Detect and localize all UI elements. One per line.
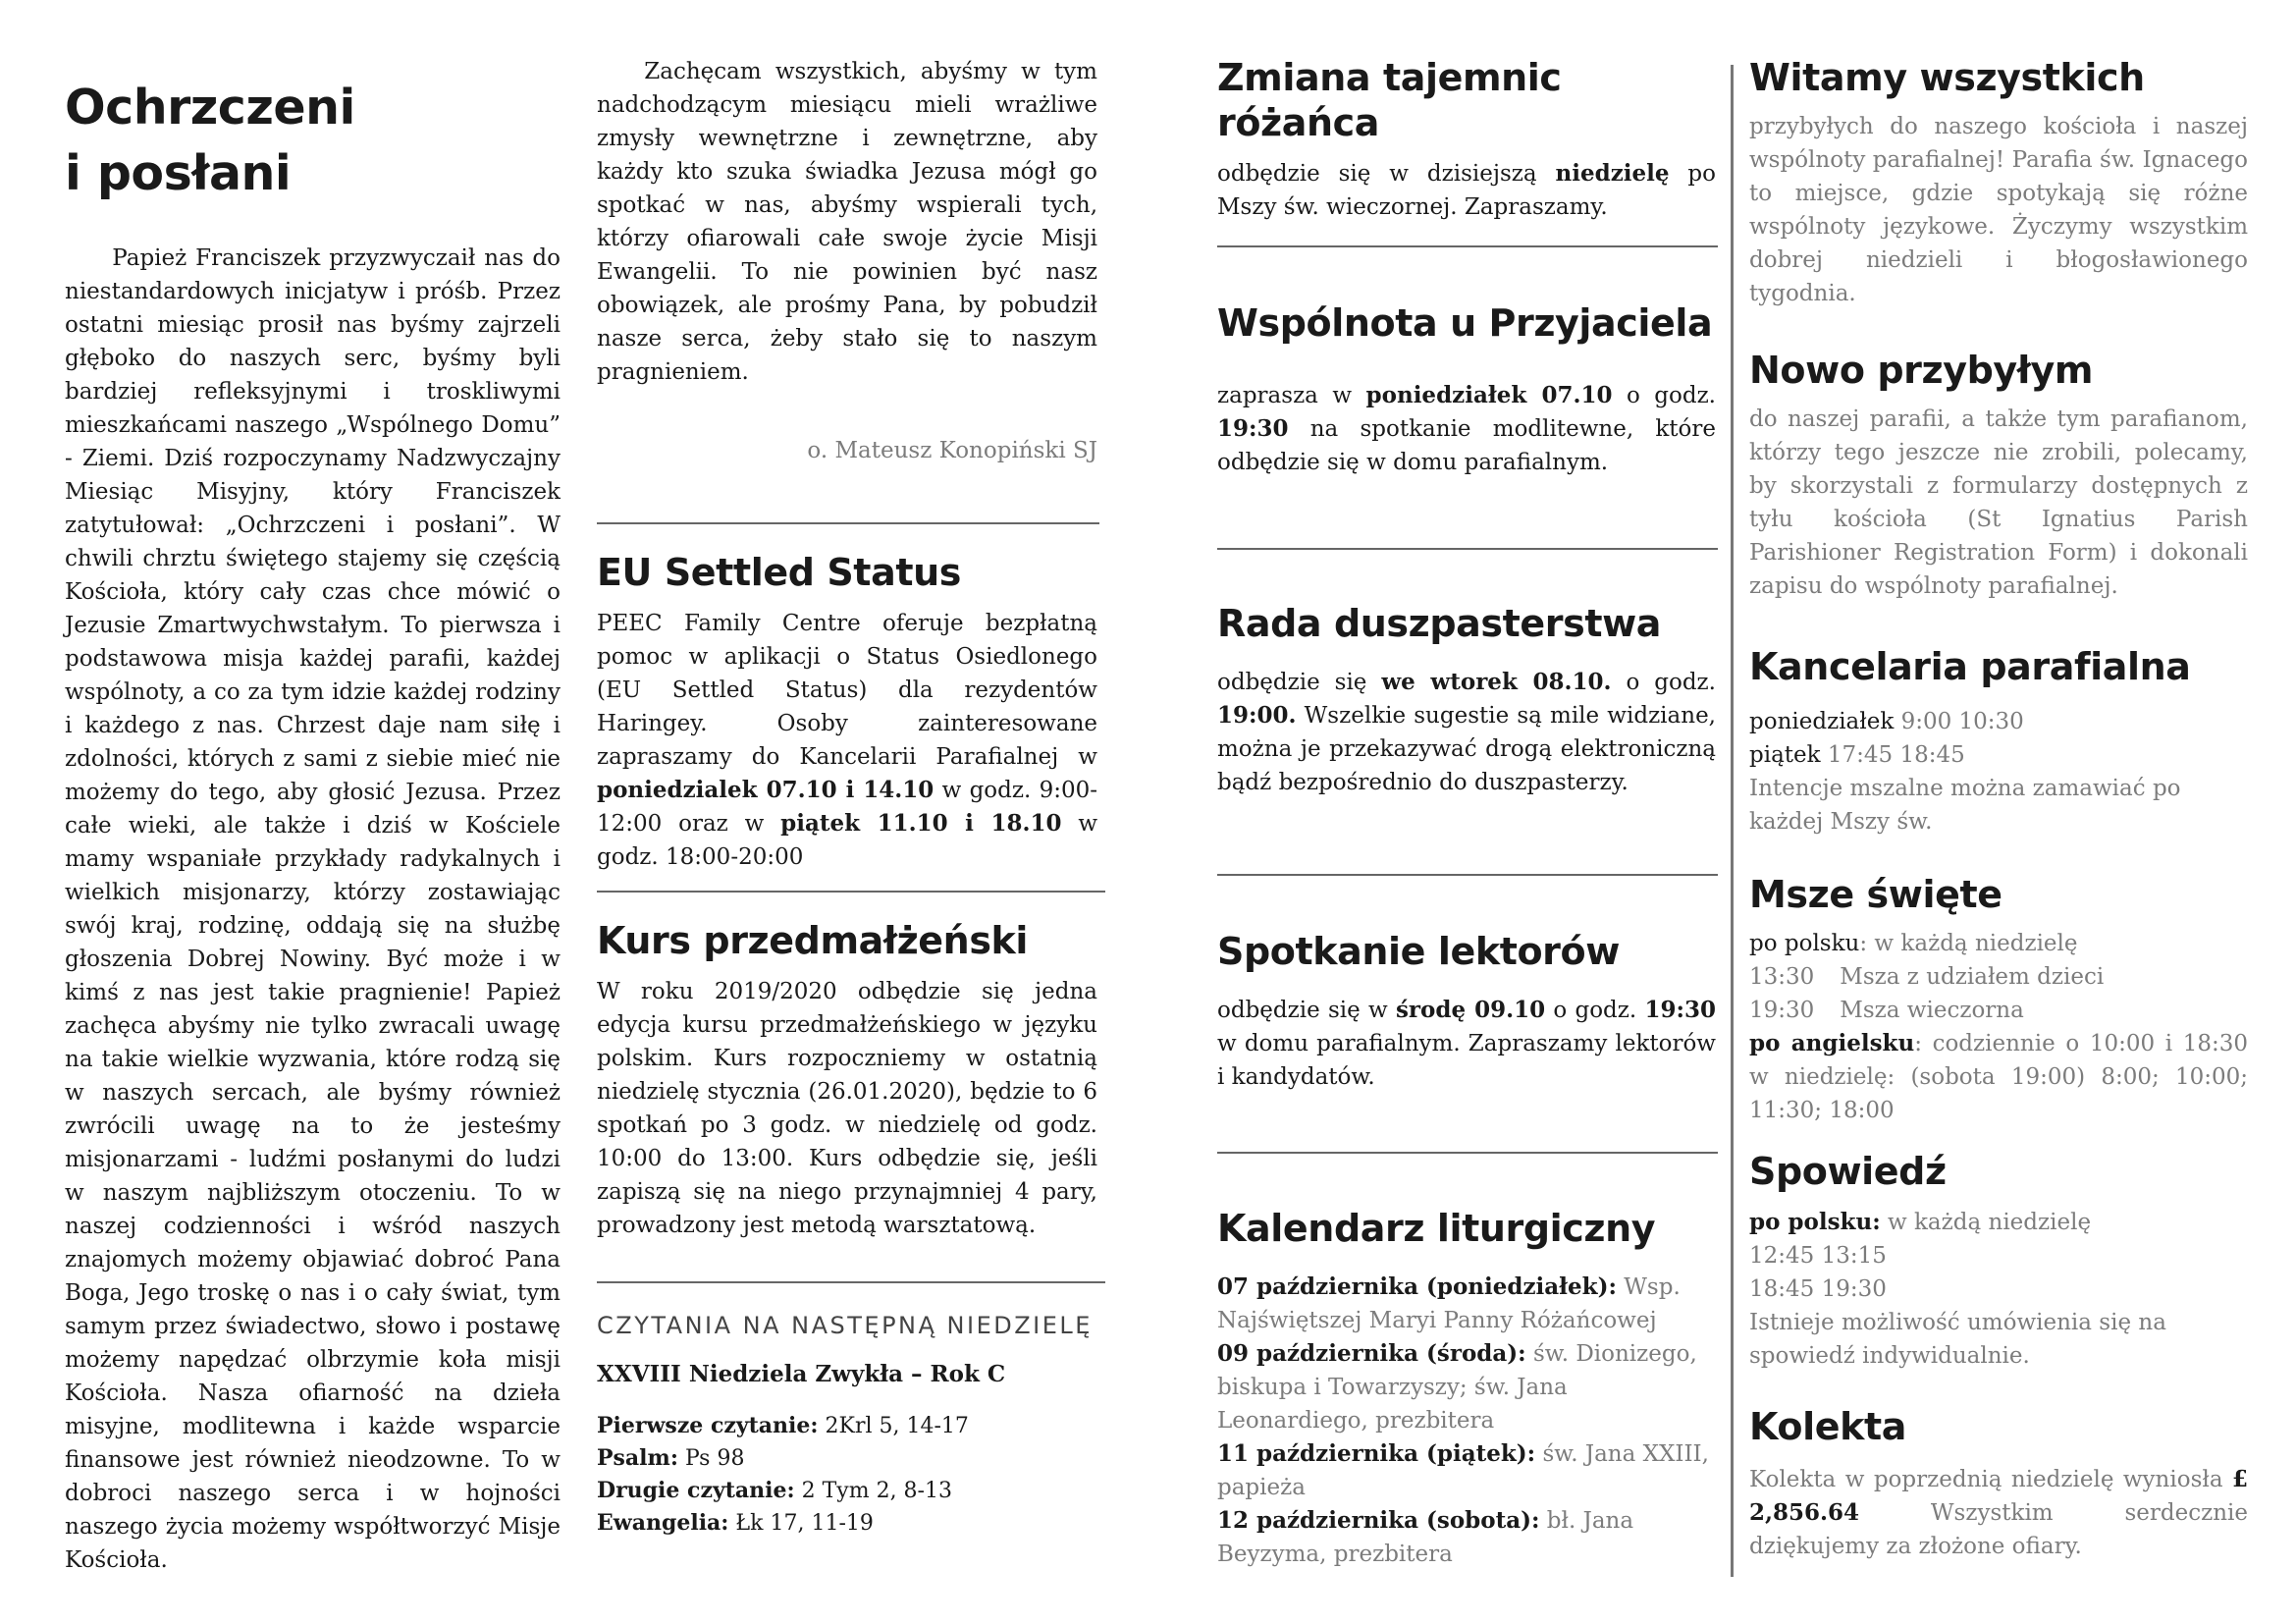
witamy-text: przybyłych do naszego kościoła i naszej wspólnoty parafialnej! Parafia św. Ignacego to miejsce, gdzie spotykają się różne wspólnoty językowe. Życzymy wszystkim dobrej niedzieli i błogosławionego tygodnia. [1749,114,2248,306]
divider [1217,1152,1718,1154]
office-hours-row: piątek 17:45 18:45 [1749,742,1965,768]
witamy-title: Witamy wszystkich [1749,56,2145,99]
reading-item: Drugie czytanie: 2 Tym 2, 8-13 [597,1478,952,1503]
article-title-line-1: Ochrzczeni [65,80,355,135]
confession-time: 18:45 19:30 [1749,1276,1887,1302]
divider [597,1281,1105,1283]
kolekta-text: Kolekta w poprzednią niedzielę wyniosła £ 2,856.64 Wszystkim serdecznie dziękujemy za złożone ofiary. [1749,1466,2248,1559]
mass-row: 19:30 Msza wieczorna [1749,998,2024,1023]
readings-section [597,1312,1097,1540]
reading-item: Pierwsze czytanie: 2Krl 5, 14-17 [597,1413,969,1438]
kolekta-title: Kolekta [1749,1405,1906,1448]
article-signature: o. Mateusz Konopiński SJ [807,438,1097,463]
msze-title: Msze święte [1749,873,2002,916]
msze-schedule [1749,927,2248,1127]
divider [1217,245,1718,247]
kurs-text: W roku 2019/2020 odbędzie się jedna edycja kursu przedmałżeńskiego w języku polskim. Kurs rozpoczniemy w ostatnią niedzielę stycznia (26.01.2020), będzie to 6 spotkań po 3 godz. w niedzielę od godz. 10:00 do 13:00. Kurs odbędzie się, jeśli zapiszą się na niego przynajmniej 4 pary, prowadzony jest metodą warsztatową. [597,979,1097,1238]
spowiedz-schedule [1749,1206,2248,1373]
eu-settled-text: PEEC Family Centre oferuje bezpłatną pomoc w aplikacji o Status Osiedlonego (EU Settled Status) dla rezydentów Haringey. Osoby zainteresowane zapraszamy do Kancelarii Parafialnej w poniedzialek 07.10 i 14.10 w godz. 9:00-12:00 oraz w piątek 11.10 i 18.10 w godz. 18:00-20:00 [597,611,1098,870]
mass-english: po angielsku: codziennie o 10:00 i 18:30 w niedzielę: (sobota 19:00) 8:00; 10:00; 11:30; 18:00 [1749,1030,2249,1123]
kancelaria-hours [1749,705,2248,839]
divider [597,522,1099,524]
vertical-divider [1731,65,1734,1577]
confession-time: 12:45 13:15 [1749,1243,1887,1269]
article-continuation: Zachęcam wszystkich, abyśmy w tym nadchodzącym miesiącu mieli wrażliwe zmysły wewnętrzne i zewnętrzne, aby każdy kto szuka świadka Jezusa mógł go spotkać w nas, abyśmy wspierali tych, którzy ofiarowali całe swoje życie Misji Ewangelii. To nie powinien być nasz obowiązek, ale prośmy Pana, by pobudził nasze serca, żeby stało się to naszym pragnieniem. [597,59,1097,385]
witamy-section [1749,55,2248,310]
wspolnota-text: zaprasza w poniedziałek 07.10 o godz. 19:30 na spotkanie modlitewne, które odbędzie się w domu parafialnym. [1217,382,1716,475]
calendar-entry: 12 października (sobota): bł. Jana Beyzyma, prezbitera [1217,1507,1634,1567]
divider [1217,548,1718,550]
nowo-title: Nowo przybyłym [1749,349,2094,392]
rada-section [1217,601,1716,799]
lektorzy-title: Spotkanie lektorów [1217,930,1620,973]
readings-sunday: XXVIII Niedziela Zwykła – Rok C [597,1361,1006,1387]
msze-section [1749,872,2248,1127]
kurs-section [597,918,1097,1242]
divider [1217,874,1718,876]
kalendarz-section [1217,1206,1716,1571]
readings-list [597,1410,1097,1540]
spowiedz-title: Spowiedź [1749,1150,1947,1193]
kolekta-section [1749,1404,2248,1563]
mass-polish-label: po polsku: w każdą niedzielę [1749,931,2078,956]
rada-text: odbędzie się we wtorek 08.10. o godz. 19:00. Wszelkie sugestie są mile widziane, można je przekazywać drogą elektroniczną bądź bezpośrednio do duszpasterzy. [1217,669,1716,795]
mass-row: 13:30 Msza z udziałem dzieci [1749,964,2105,990]
kalendarz-title: Kalendarz liturgiczny [1217,1207,1656,1250]
article-body: Papież Franciszek przyzwyczaił nas do niestandardowych inicjatyw i próśb. Przez ostatni miesiąc prosił nas byśmy zajrzeli głęboko do naszych serc, byśmy byli bardziej refleksyjnymi i troskliwymi mieszkańcami naszego „Wspólnego Domu” - Ziemi. Dziś rozpoczynamy Nadzwyczajny Miesiąc Misyjny, który Franciszek zatytułował: „Ochrzczeni i posłani”. W chwili chrztu świętego stajemy się częścią Kościoła, który cały czas chce mówić o Jezusie Zmartwychwstałym. To pierwsza i podstawowa misja każdej parafii, każdej wspólnoty, a co za tym idzie każdej rodziny i każdego z nas. Chrzest daje nam siłę i zdolności, których z sami z siebie mieć nie możemy do tego, aby głosić Jezusa. Przez całe wieki, ale także i dziś w Kościele mamy wspaniałe przykłady radykalnych i wielkich misjonarzy, którzy zostawiając swój kraj, rodzinę, oddają się na służbę głoszenia Dobrej Nowiny. Być może i w kimś z nas jest takie pragnienie! Papież zachęca abyśmy nie tylko zwracali uwagę na takie wielkie wyzwania, które rodzą się w naszych sercach, ale byśmy również zwrócili uwagę na to że jesteśmy misjonarzami - ludźmi posłanymi do ludzi w naszym najbliższym otoczeniu. To w naszej codzienności i wśród naszych znajomych możemy objawiać dobroć Pana Boga, Jego troskę o nas i o cały świat, tym samym przez świadectwo, słowo i postawę możemy napędzać olbrzymie koła misji Kościoła. Nasza ofiarność na dzieła misyjne, modlitewna i każde wsparcie finansowe jest również nieodzowne. To w dobroci naszego serca i w hojności naszego życia możemy współtworzyć Misje Kościoła. [65,245,561,1573]
office-note: Intencje mszalne można zamawiać po każdej Mszy św. [1749,776,2181,835]
zmiana-section [1217,55,1716,224]
reading-item: Psalm: Ps 98 [597,1445,745,1471]
spowiedz-section [1749,1149,2248,1373]
calendar-entry: 07 października (poniedziałek): Wsp. Najświętszej Maryi Panny Różańcowej [1217,1273,1681,1333]
article-title-line-2: i posłani [65,145,292,201]
confession-polish: po polsku: w każdą niedzielę [1749,1209,2092,1235]
calendar-entry: 11 października (piątek): św. Jana XXIII, papieża [1217,1440,1709,1500]
eu-settled-title: EU Settled Status [597,551,961,594]
article-title [65,75,561,206]
kancelaria-title: Kancelaria parafialna [1749,645,2191,688]
zmiana-text: odbędzie się w dzisiejszą niedzielę po Mszy św. wieczornej. Zapraszamy. [1217,160,1716,220]
readings-header: CZYTANIA NA NASTĘPNĄ NIEDZIELĘ [597,1312,1093,1339]
nowo-section [1749,348,2248,603]
wspolnota-title: Wspólnota u Przyjaciela [1217,301,1713,345]
lektorzy-text: odbędzie się w środę 09.10 o godz. 19:30 w domu parafialnym. Zapraszamy lektorów i kandydatów. [1217,997,1716,1090]
nowo-text: do naszej parafii, a także tym parafianom, którzy tego jeszcze nie zrobili, polecamy, by skorzystali z formularzy dostępnych z tyłu kościoła (St Ignatius Parish Parishioner Registration Form) i dokonali zapisu do wspólnoty parafialnej. [1749,406,2248,599]
rada-title: Rada duszpasterstwa [1217,602,1662,645]
calendar-entry: 09 października (środa): św. Dionizego, biskupa i Towarzyszy; św. Jana Leonardiego, prezbitera [1217,1340,1697,1434]
wspolnota-section [1217,300,1716,479]
kalendarz-list [1217,1271,1716,1571]
divider [597,891,1105,893]
lektorzy-section [1217,929,1716,1094]
eu-settled-section [597,550,1097,874]
reading-item: Ewangelia: Łk 17, 11-19 [597,1510,874,1536]
confession-note: Istnieje możliwość umówienia się na spowiedź indywidualnie. [1749,1310,2166,1369]
office-hours-row: poniedziałek 9:00 10:30 [1749,709,2024,734]
zmiana-title: Zmiana tajemnic różańca [1217,56,1562,144]
kancelaria-section [1749,644,2248,839]
kurs-title: Kurs przedmałżeński [597,919,1029,962]
